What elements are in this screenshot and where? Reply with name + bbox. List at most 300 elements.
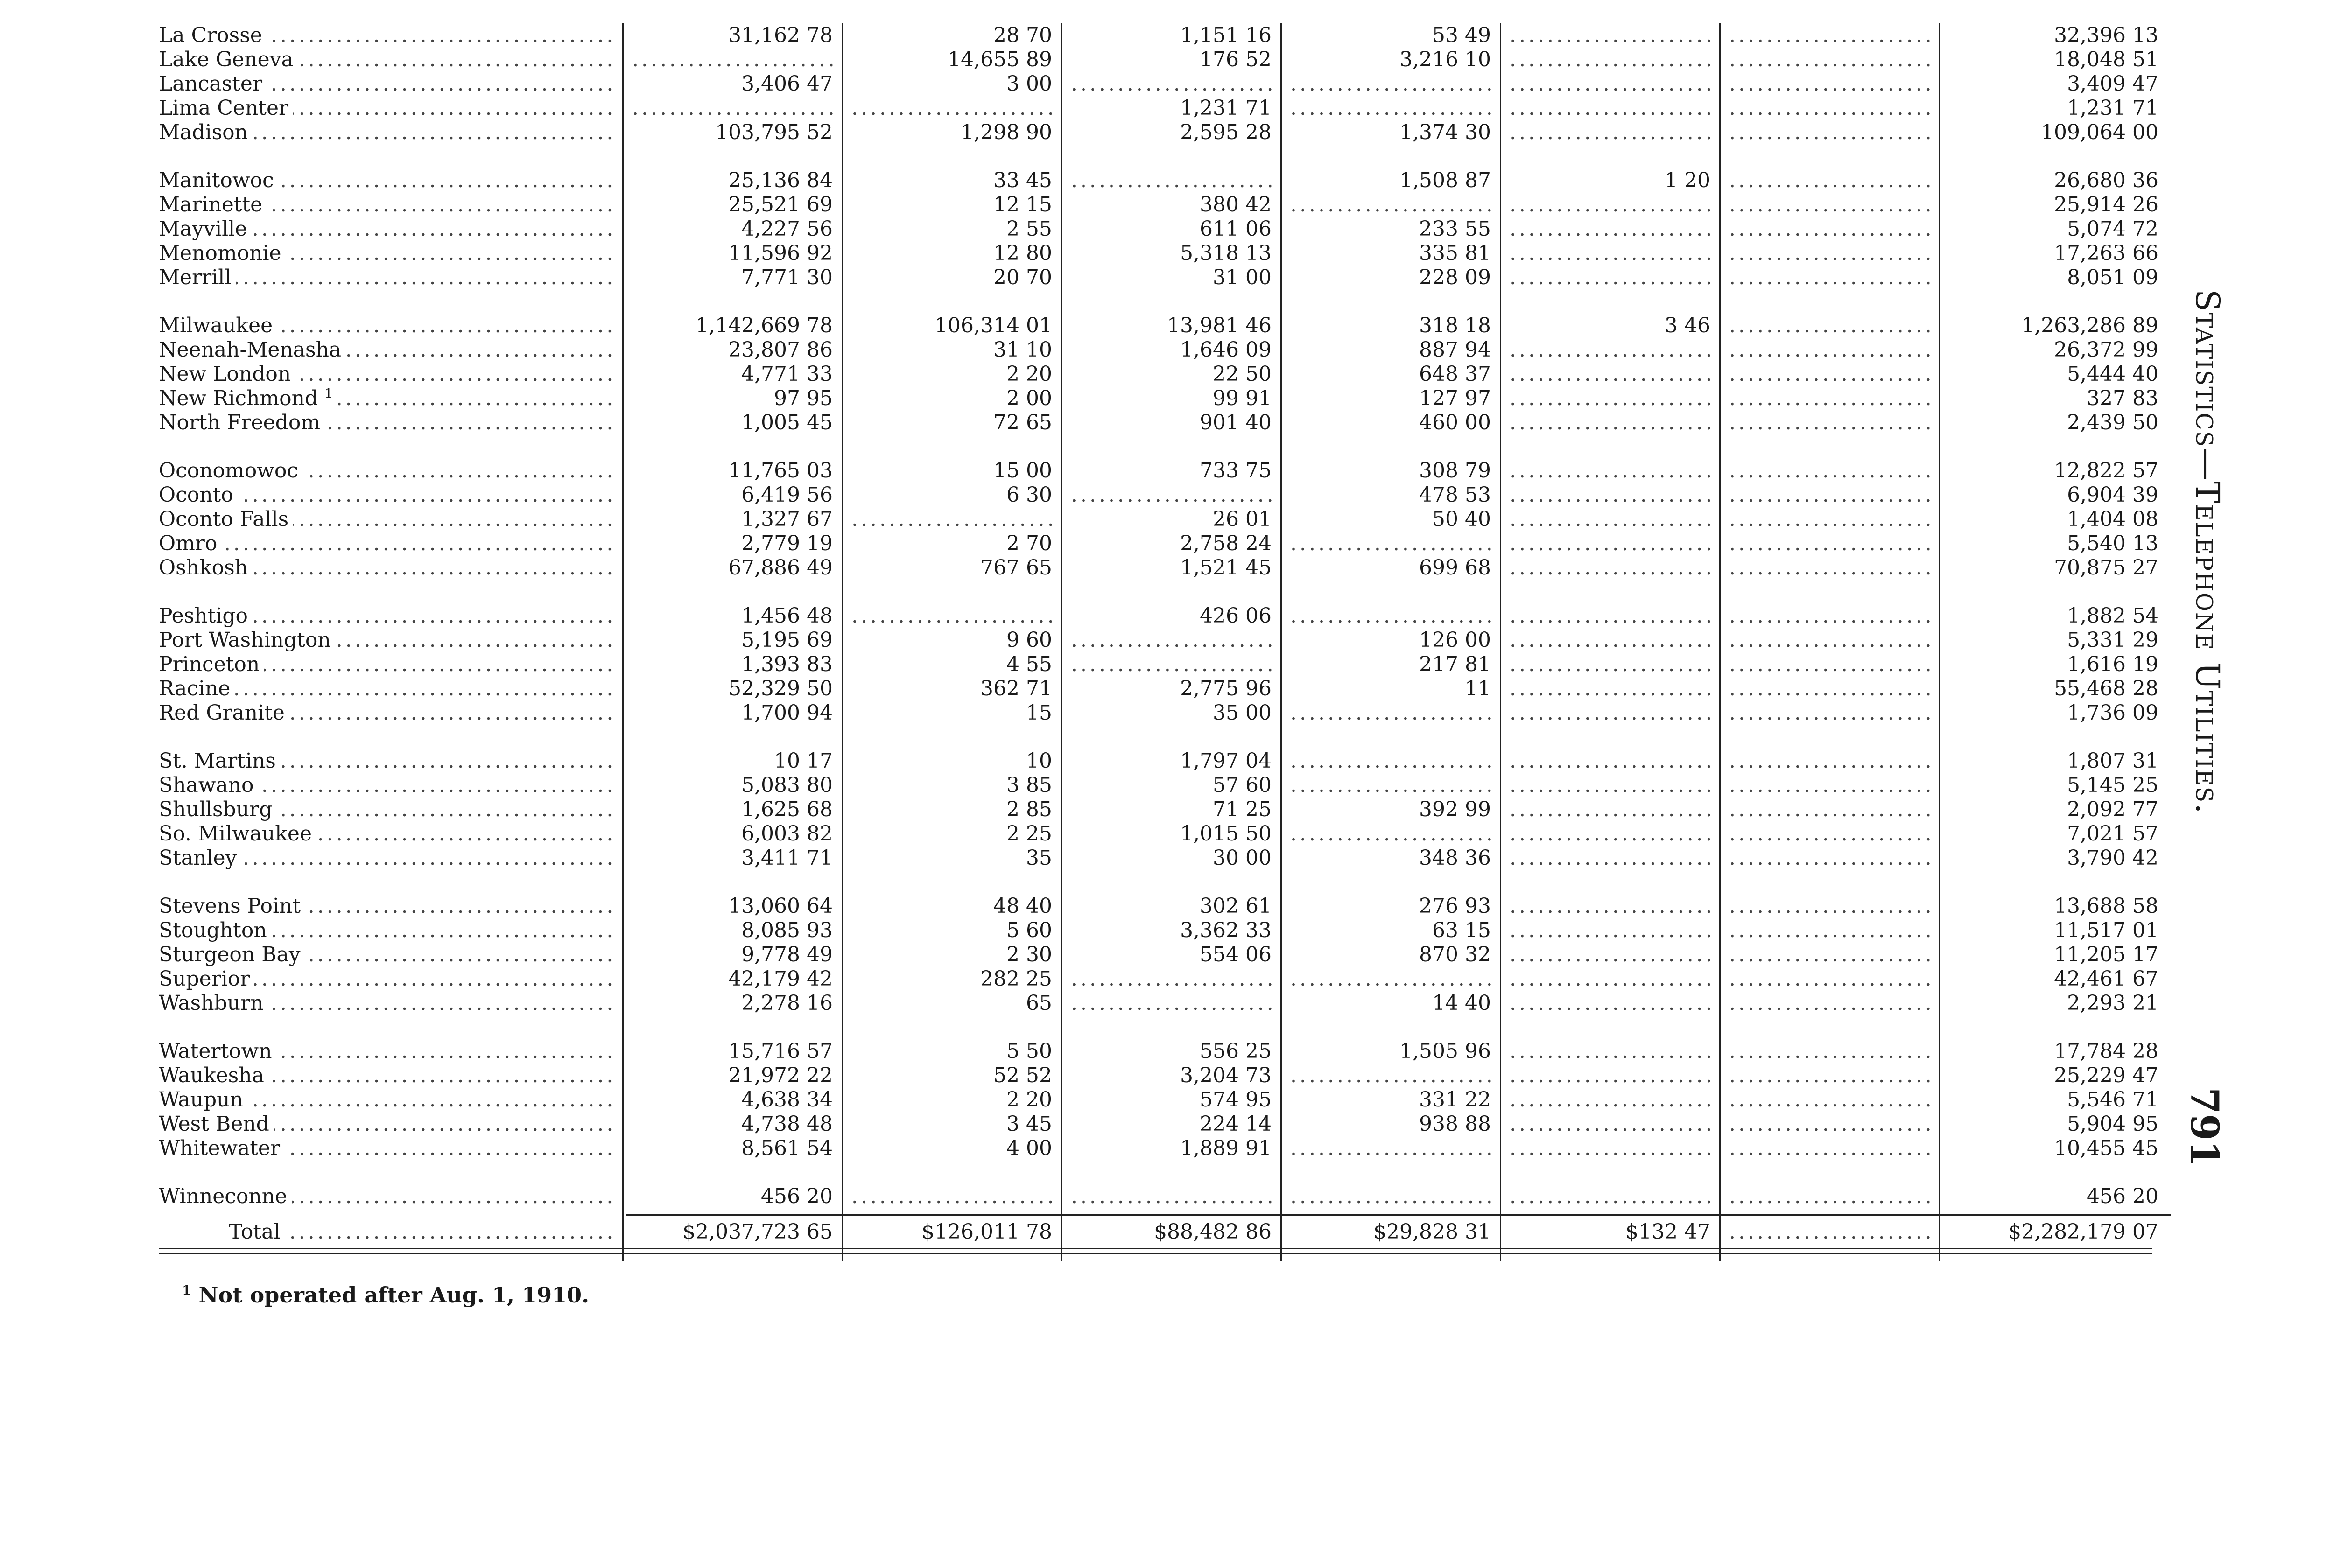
table-row: [159, 1039, 2158, 1064]
amount-value: 1 20: [1665, 168, 1710, 192]
amount-value: 3,216 10: [1399, 48, 1491, 71]
utility-name-cell: [159, 483, 621, 507]
utility-name: [159, 314, 277, 337]
bottom-rule-line: [159, 1248, 2152, 1249]
utility-name-cell: [159, 798, 621, 822]
amount-cell-c4: [1284, 822, 1503, 846]
dot-leader: [1510, 96, 1716, 120]
amount-cell-c6: [1722, 338, 1942, 362]
amount-cell-c4: [1284, 48, 1503, 72]
amount-value: 2 70: [1006, 532, 1052, 555]
amount-cell-c3: [1064, 677, 1284, 701]
amount-cell-c3: [1064, 314, 1284, 338]
dot-leader: [1729, 943, 1935, 967]
amount-value: 2 25: [1006, 822, 1052, 846]
amount-cell-c7: [1942, 532, 2171, 556]
amount-cell-c4: [1284, 241, 1503, 266]
amount-cell-c1: [626, 1039, 845, 1064]
amount-cell-c5: [1503, 241, 1722, 266]
amount-cell-c2: [845, 798, 1064, 822]
dot-leader: [1510, 1039, 1716, 1064]
utility-name-text: Neenah-Menasha: [159, 338, 342, 362]
dot-leader: [1729, 846, 1935, 870]
amount-cell-c7: [1942, 1136, 2171, 1161]
utility-name: [159, 918, 272, 942]
dot-leader: [1729, 362, 1935, 386]
amount-cell-c2: [845, 677, 1064, 701]
amount-cell-c6: [1722, 411, 1942, 435]
amount-cell-c3: [1064, 23, 1284, 48]
amount-cell-c5: [1503, 628, 1722, 652]
utility-name-cell: [159, 1039, 621, 1064]
amount-cell-c4: [1284, 1064, 1503, 1088]
amount-cell-c1: [626, 1088, 845, 1112]
amount-value: 48 40: [993, 894, 1052, 918]
amount-cell-c3: [1064, 918, 1284, 943]
utility-name-cell: [159, 241, 621, 266]
amount-value: 362 71: [980, 677, 1052, 700]
amount-value: 2 00: [1006, 386, 1052, 410]
table-row: [159, 459, 2158, 483]
utility-name: [159, 1039, 277, 1063]
amount-value: 15: [1026, 701, 1052, 725]
amount-cell-c5: [1503, 822, 1722, 846]
amount-value: 72 65: [993, 411, 1052, 434]
amount-cell-c3: [1064, 1088, 1284, 1112]
utility-name-text: Oconto: [159, 483, 233, 507]
utility-name-text: Shawano: [159, 773, 254, 797]
amount-cell-c5: [1503, 749, 1722, 773]
amount-value: 4,738 48: [741, 1112, 833, 1136]
amount-cell-c4: [1284, 677, 1503, 701]
amount-value: 276 93: [1419, 894, 1491, 918]
utility-name-cell: [159, 918, 621, 943]
table-row: [159, 967, 2158, 991]
amount-cell-c1: [626, 411, 845, 435]
amount-value: 1,005 45: [741, 411, 833, 434]
amount-cell-c4: [1284, 701, 1503, 725]
amount-cell-c3: [1064, 168, 1284, 193]
utility-name-text: Port Washington: [159, 628, 331, 652]
amount-cell-c2: [845, 846, 1064, 870]
amount-cell-c1: [626, 217, 845, 241]
dot-leader: [1071, 168, 1277, 193]
utility-name-cell: [159, 48, 621, 72]
amount-cell-c5: [1503, 604, 1722, 628]
utility-name-text: Peshtigo: [159, 604, 248, 628]
amount-cell-c4: [1284, 507, 1503, 532]
amount-cell-c1: [626, 604, 845, 628]
amount-cell-c5: [1503, 120, 1722, 145]
amount-cell-c5: [1503, 23, 1722, 48]
utility-name-cell: [159, 386, 621, 411]
amount-cell-c2: [845, 459, 1064, 483]
amount-value: 2,278 16: [741, 991, 833, 1015]
amount-value: 426 06: [1200, 604, 1272, 628]
amount-cell-c7: [1942, 459, 2171, 483]
amount-cell-c2: [845, 943, 1064, 967]
dot-leader: [1290, 532, 1497, 556]
amount-cell-c6: [1722, 1039, 1942, 1064]
amount-value: 1,456 48: [741, 604, 833, 628]
table-row: [159, 846, 2158, 870]
amount-value: 331 22: [1419, 1088, 1491, 1112]
dot-leader: [1510, 1136, 1716, 1161]
amount-value: 2,092 77: [2067, 798, 2158, 821]
dot-leader: [1510, 918, 1716, 943]
total-row: [159, 1220, 2158, 1244]
table-row: [159, 918, 2158, 943]
amount-value: 1,327 67: [741, 507, 833, 531]
amount-cell-c6: [1722, 652, 1942, 677]
amount-cell-c4: [1284, 604, 1503, 628]
table-row: [159, 991, 2158, 1015]
utility-name-text: New Richmond: [159, 386, 318, 410]
amount-value: 3 00: [1006, 72, 1052, 96]
amount-value: 22 50: [1213, 362, 1272, 386]
amount-value: 3 46: [1665, 314, 1710, 337]
dot-leader: [1071, 652, 1277, 677]
amount-cell-c5: [1503, 193, 1722, 217]
dot-leader: [1729, 701, 1935, 725]
amount-cell-c7: [1942, 918, 2171, 943]
dot-leader: [1510, 798, 1716, 822]
amount-cell-c2: [845, 749, 1064, 773]
amount-cell-c3: [1064, 459, 1284, 483]
utility-name: [159, 386, 337, 410]
utility-name-cell: [159, 894, 621, 918]
dot-leader: [1510, 532, 1716, 556]
amount-value: 554 06: [1200, 943, 1272, 966]
dot-leader: [1729, 1088, 1935, 1112]
utility-name: [159, 628, 336, 652]
amount-value: 1,700 94: [741, 701, 833, 725]
amount-cell-c1: [626, 72, 845, 96]
amount-cell-c4: [1284, 1220, 1503, 1244]
utility-name-text: New London: [159, 362, 291, 386]
amount-value: 3,409 47: [2067, 72, 2158, 96]
amount-cell-c7: [1942, 241, 2171, 266]
dot-leader: [1729, 822, 1935, 846]
amount-cell-c7: [1942, 991, 2171, 1015]
amount-value: 3 85: [1006, 773, 1052, 797]
dot-leader: [1729, 96, 1935, 120]
amount-cell-c6: [1722, 168, 1942, 193]
amount-cell-c1: [626, 943, 845, 967]
utility-name-cell: [159, 1112, 621, 1136]
dot-leader: [1729, 120, 1935, 145]
amount-value: 308 79: [1419, 459, 1491, 483]
amount-value: 31 00: [1213, 266, 1272, 289]
amount-value: 699 68: [1419, 556, 1491, 580]
amount-cell-c4: [1284, 23, 1503, 48]
amount-cell-c5: [1503, 1064, 1722, 1088]
amount-cell-c1: [626, 120, 845, 145]
dot-leader: [1729, 628, 1935, 652]
amount-value: 3,362 33: [1180, 918, 1272, 942]
dot-leader: [1510, 1112, 1716, 1136]
amount-cell-c5: [1503, 894, 1722, 918]
amount-cell-c6: [1722, 894, 1942, 918]
amount-value: 556 25: [1200, 1039, 1272, 1063]
amount-cell-c5: [1503, 773, 1722, 798]
amount-cell-c3: [1064, 894, 1284, 918]
amount-cell-c3: [1064, 773, 1284, 798]
amount-cell-c2: [845, 411, 1064, 435]
amount-value: 5,145 25: [2067, 773, 2158, 797]
utility-name: [159, 1184, 292, 1208]
amount-value: 11,765 03: [728, 459, 833, 483]
amount-cell-c5: [1503, 1088, 1722, 1112]
amount-value: 26,680 36: [2054, 168, 2158, 192]
amount-value: 478 53: [1419, 483, 1491, 507]
telephone-utilities-table: [159, 23, 2158, 1258]
table-row: [159, 217, 2158, 241]
dot-leader: [1729, 773, 1935, 798]
amount-cell-c2: [845, 217, 1064, 241]
utility-name: [159, 604, 253, 628]
group-spacer: [159, 290, 2152, 314]
dot-leader: [1510, 193, 1716, 217]
amount-cell-c2: [845, 120, 1064, 145]
amount-cell-c5: [1503, 217, 1722, 241]
amount-value: 11,596 92: [728, 241, 833, 265]
amount-cell-c7: [1942, 411, 2171, 435]
utility-name: [159, 48, 298, 71]
table-row: [159, 1136, 2158, 1161]
dot-leader: [1290, 72, 1497, 96]
amount-cell-c4: [1284, 991, 1503, 1015]
utility-name-cell: [159, 1064, 621, 1088]
amount-cell-c2: [845, 23, 1064, 48]
amount-cell-c1: [626, 1220, 845, 1244]
amount-cell-c2: [845, 483, 1064, 507]
amount-value: 13,060 64: [728, 894, 833, 918]
amount-cell-c4: [1284, 1088, 1503, 1112]
amount-cell-c5: [1503, 507, 1722, 532]
table-row: [159, 507, 2158, 532]
dot-leader: [1729, 1184, 1935, 1209]
utility-name-text: Merrill: [159, 266, 232, 289]
dot-leader: [1510, 362, 1716, 386]
utility-name: [159, 556, 253, 580]
amount-cell-c1: [626, 96, 845, 120]
amount-cell-c5: [1503, 967, 1722, 991]
group-spacer: [159, 1015, 2152, 1039]
amount-value: 1,797 04: [1180, 749, 1272, 773]
utility-name-text: Oconomowoc: [159, 459, 299, 483]
group-spacer: [159, 580, 2152, 604]
amount-value: 99 91: [1213, 386, 1272, 410]
amount-cell-c4: [1284, 386, 1503, 411]
dot-leader: [1510, 459, 1716, 483]
amount-cell-c7: [1942, 628, 2171, 652]
amount-value: 70,875 27: [2054, 556, 2158, 580]
amount-cell-c1: [626, 266, 845, 290]
utility-name-cell: [159, 943, 621, 967]
amount-cell-c3: [1064, 628, 1284, 652]
amount-cell-c3: [1064, 991, 1284, 1015]
dot-leader: [1510, 604, 1716, 628]
amount-cell-c1: [626, 967, 845, 991]
amount-cell-c6: [1722, 1064, 1942, 1088]
dot-leader: [1510, 120, 1716, 145]
utility-name-cell: [159, 556, 621, 580]
amount-cell-c2: [845, 266, 1064, 290]
dot-leader: [1290, 1064, 1497, 1088]
amount-cell-c2: [845, 1184, 1064, 1209]
amount-cell-c7: [1942, 652, 2171, 677]
amount-cell-c3: [1064, 1064, 1284, 1088]
amount-value: 106,314 01: [935, 314, 1052, 337]
utility-name-text: St. Martins: [159, 749, 276, 773]
utility-name: [159, 677, 235, 700]
amount-cell-c6: [1722, 604, 1942, 628]
amount-value: 31,162 78: [728, 23, 833, 47]
amount-cell-c4: [1284, 628, 1503, 652]
utility-name-cell: [159, 266, 621, 290]
dot-leader: [851, 604, 1058, 628]
amount-cell-c2: [845, 1088, 1064, 1112]
utility-name: [159, 266, 236, 289]
amount-cell-c4: [1284, 1136, 1503, 1161]
amount-value: 5,904 95: [2067, 1112, 2158, 1136]
dot-leader: [1729, 918, 1935, 943]
utility-name-cell: [159, 314, 621, 338]
utility-name-cell: [159, 846, 621, 870]
amount-cell-c1: [626, 168, 845, 193]
dot-leader: [1510, 749, 1716, 773]
amount-cell-c2: [845, 96, 1064, 120]
amount-value: 30 00: [1213, 846, 1272, 870]
table-row: [159, 628, 2158, 652]
footnote-marker: 1: [182, 1282, 191, 1298]
amount-value: $2,282,179 07: [2008, 1220, 2158, 1244]
amount-cell-c3: [1064, 967, 1284, 991]
utility-name-text: Stevens Point: [159, 894, 301, 918]
amount-cell-c2: [845, 338, 1064, 362]
amount-value: 4 00: [1006, 1136, 1052, 1160]
utility-name: [159, 168, 279, 192]
amount-cell-c1: [626, 314, 845, 338]
utility-name-text: Manitowoc: [159, 168, 274, 192]
amount-cell-c1: [626, 991, 845, 1015]
table-row: [159, 72, 2158, 96]
amount-cell-c4: [1284, 918, 1503, 943]
amount-value: 2,775 96: [1180, 677, 1272, 700]
amount-cell-c6: [1722, 822, 1942, 846]
amount-value: 2 85: [1006, 798, 1052, 821]
dot-leader: [632, 48, 838, 72]
amount-cell-c1: [626, 773, 845, 798]
amount-cell-c4: [1284, 120, 1503, 145]
amount-cell-c7: [1942, 168, 2171, 193]
amount-cell-c3: [1064, 483, 1284, 507]
dot-leader: [1290, 1136, 1497, 1161]
utility-name-text: Washburn: [159, 991, 264, 1015]
dot-leader: [1729, 72, 1935, 96]
amount-value: 25,136 84: [728, 168, 833, 192]
amount-cell-c7: [1942, 701, 2171, 725]
amount-cell-c3: [1064, 266, 1284, 290]
amount-value: 10 17: [774, 749, 833, 773]
amount-value: 380 42: [1200, 193, 1272, 217]
dot-leader: [1510, 241, 1716, 266]
amount-cell-c5: [1503, 48, 1722, 72]
amount-cell-c4: [1284, 773, 1503, 798]
amount-cell-c6: [1722, 749, 1942, 773]
amount-cell-c3: [1064, 72, 1284, 96]
amount-value: 33 45: [993, 168, 1052, 192]
amount-cell-c1: [626, 894, 845, 918]
amount-cell-c1: [626, 532, 845, 556]
amount-cell-c3: [1064, 96, 1284, 120]
amount-cell-c3: [1064, 241, 1284, 266]
dot-leader: [1729, 459, 1935, 483]
utility-name: [159, 217, 252, 241]
amount-value: 5,195 69: [741, 628, 833, 652]
amount-cell-c3: [1064, 943, 1284, 967]
amount-cell-c7: [1942, 1039, 2171, 1064]
table-row: [159, 266, 2158, 290]
amount-cell-c5: [1503, 1112, 1722, 1136]
amount-value: 5,546 71: [2067, 1088, 2158, 1112]
utility-name: [159, 532, 222, 555]
dot-leader: [1729, 266, 1935, 290]
amount-cell-c7: [1942, 266, 2171, 290]
amount-cell-c6: [1722, 943, 1942, 967]
dot-leader: [1510, 483, 1716, 507]
utility-name-cell: [159, 507, 621, 532]
amount-cell-c1: [626, 1136, 845, 1161]
utility-name: [159, 1064, 269, 1087]
amount-cell-c3: [1064, 120, 1284, 145]
amount-cell-c6: [1722, 217, 1942, 241]
amount-cell-c2: [845, 314, 1064, 338]
utility-name-cell: [159, 701, 621, 725]
utility-name: [159, 701, 289, 725]
dot-leader: [1510, 266, 1716, 290]
amount-value: 5 60: [1006, 918, 1052, 942]
amount-cell-c7: [1942, 23, 2171, 48]
amount-cell-c1: [626, 628, 845, 652]
amount-cell-c5: [1503, 532, 1722, 556]
amount-value: 2 55: [1006, 217, 1052, 241]
amount-cell-c6: [1722, 532, 1942, 556]
amount-cell-c3: [1064, 1136, 1284, 1161]
amount-cell-c6: [1722, 1136, 1942, 1161]
amount-cell-c6: [1722, 362, 1942, 386]
amount-cell-c1: [626, 846, 845, 870]
amount-cell-c7: [1942, 604, 2171, 628]
table-row: [159, 168, 2158, 193]
amount-cell-c6: [1722, 701, 1942, 725]
amount-cell-c1: [626, 193, 845, 217]
dot-leader: [1290, 1184, 1497, 1209]
amount-cell-c5: [1503, 943, 1722, 967]
amount-cell-c1: [626, 362, 845, 386]
amount-value: 3,790 42: [2067, 846, 2158, 870]
utility-name-cell: [159, 23, 621, 48]
amount-value: 233 55: [1419, 217, 1491, 241]
amount-value: 97 95: [774, 386, 833, 410]
amount-cell-c1: [626, 507, 845, 532]
amount-value: 8,561 54: [741, 1136, 833, 1160]
dot-leader: [1510, 48, 1716, 72]
amount-cell-c2: [845, 193, 1064, 217]
amount-cell-c4: [1284, 556, 1503, 580]
dot-leader: [1510, 677, 1716, 701]
